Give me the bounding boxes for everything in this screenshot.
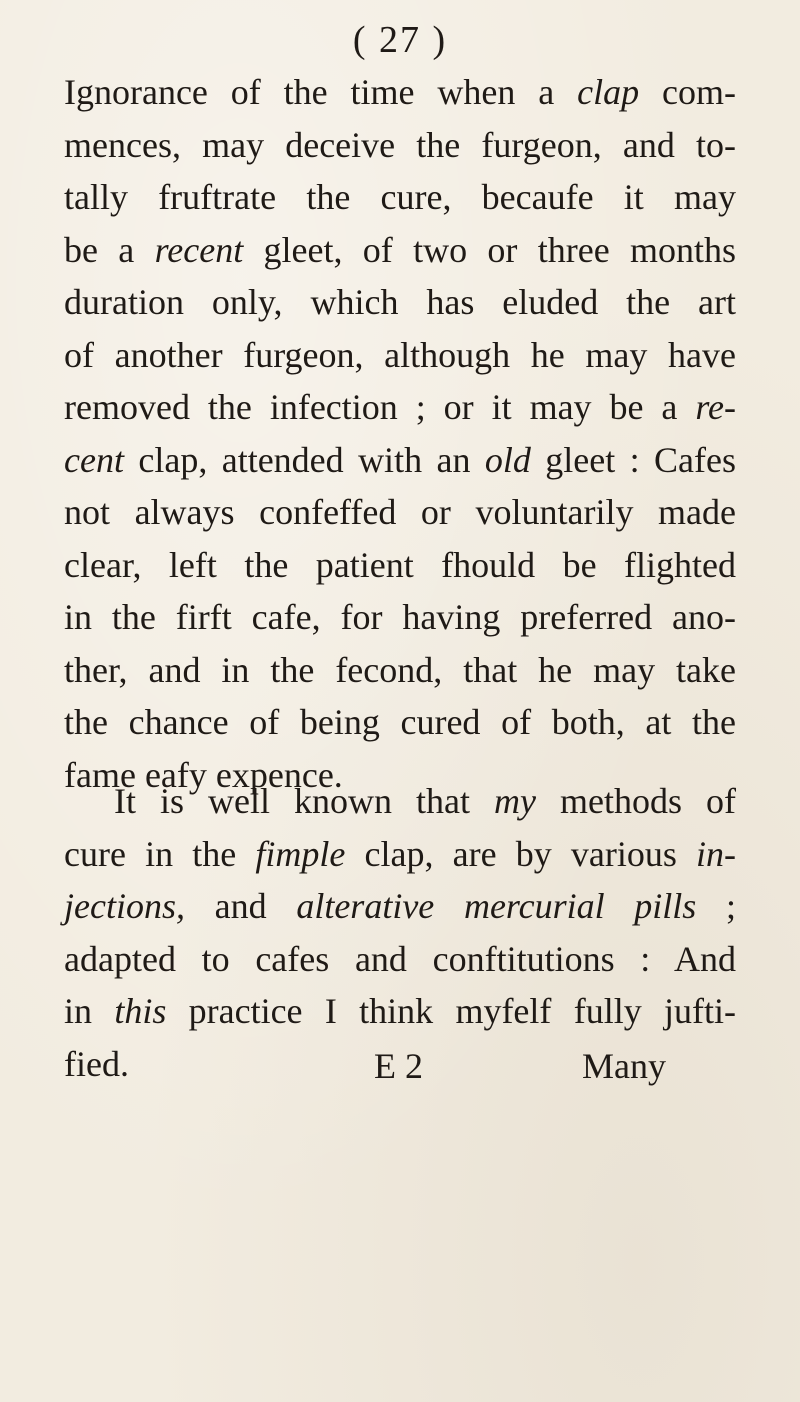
text-line [64,775,736,828]
text-line [64,486,736,539]
text-line [64,224,736,277]
text-line [64,985,736,1038]
text-line [64,66,736,119]
text-run: It is well known that [114,781,495,821]
text-run: ; [696,886,736,926]
paragraph-1 [64,66,736,801]
text-line [64,171,736,224]
italic-run: fimple [255,833,346,874]
page-number: ( 27 ) [352,19,448,61]
page-footer [0,1045,800,1095]
text-run: of another furgeon, although he may have [64,334,736,375]
text-run: be a [64,229,155,270]
text-run: in the firft cafe, for having preferred ano- [64,597,736,637]
text-run: cure in the [64,833,256,874]
signature-mark: E 2 [374,1046,423,1086]
text-line [64,696,736,749]
italic-run: my [494,781,536,821]
text-run: fied. [64,1043,129,1084]
text-run: not always confeffed or voluntarily made [64,492,736,532]
text-run: and [184,886,297,926]
text-run: clap, are by various [345,833,696,874]
text-run: methods of [536,781,736,821]
text-run: clear, left the patient fhould be flighted [64,544,736,585]
text-run: duration only, which has eluded the art [64,282,736,322]
italic-run: in- [695,833,736,874]
paragraph-2 [64,775,736,1090]
text-run: adapted to cafes and conftitutions : And [64,938,736,979]
text-run: practice I think myfelf fully jufti- [166,991,736,1031]
text-run: clap, attended with an [123,439,485,480]
italic-run: jections, [64,886,185,926]
italic-run: this [114,991,167,1031]
italic-run: re- [695,387,736,427]
text-run: com- [639,72,736,112]
text-run: ther, and in the fecond, that he may take [64,649,736,690]
italic-run: alterative mercurial pills [296,886,697,926]
text-line [64,381,736,434]
text-run: in [64,991,115,1031]
text-run: the chance of being cured of both, at the [64,702,736,742]
text-line [64,539,736,592]
italic-run: old [484,439,531,480]
text-line [64,828,736,881]
italic-run: cent [64,439,124,480]
catchword: Many [582,1046,666,1086]
text-line [64,933,736,986]
text-line [64,276,736,329]
text-run: Ignorance of the time when a [64,72,578,112]
text-line [64,644,736,697]
italic-run: recent [154,229,244,270]
text-line [64,434,736,487]
text-run: tally fruftrate the cure, becaufe it may [64,177,736,217]
text-line [64,591,736,644]
text-run: gleet, of two or three months [243,229,736,270]
text-run: gleet : Cafes [530,439,736,480]
italic-run: clap [577,72,640,112]
text-line [64,119,736,172]
text-line [64,329,736,382]
text-run: fame eafy expence. [64,754,343,795]
text-run: mences, may deceive the furgeon, and to- [64,124,736,165]
text-run: removed the infection ; or it may be a [64,387,696,427]
text-line [64,880,736,933]
